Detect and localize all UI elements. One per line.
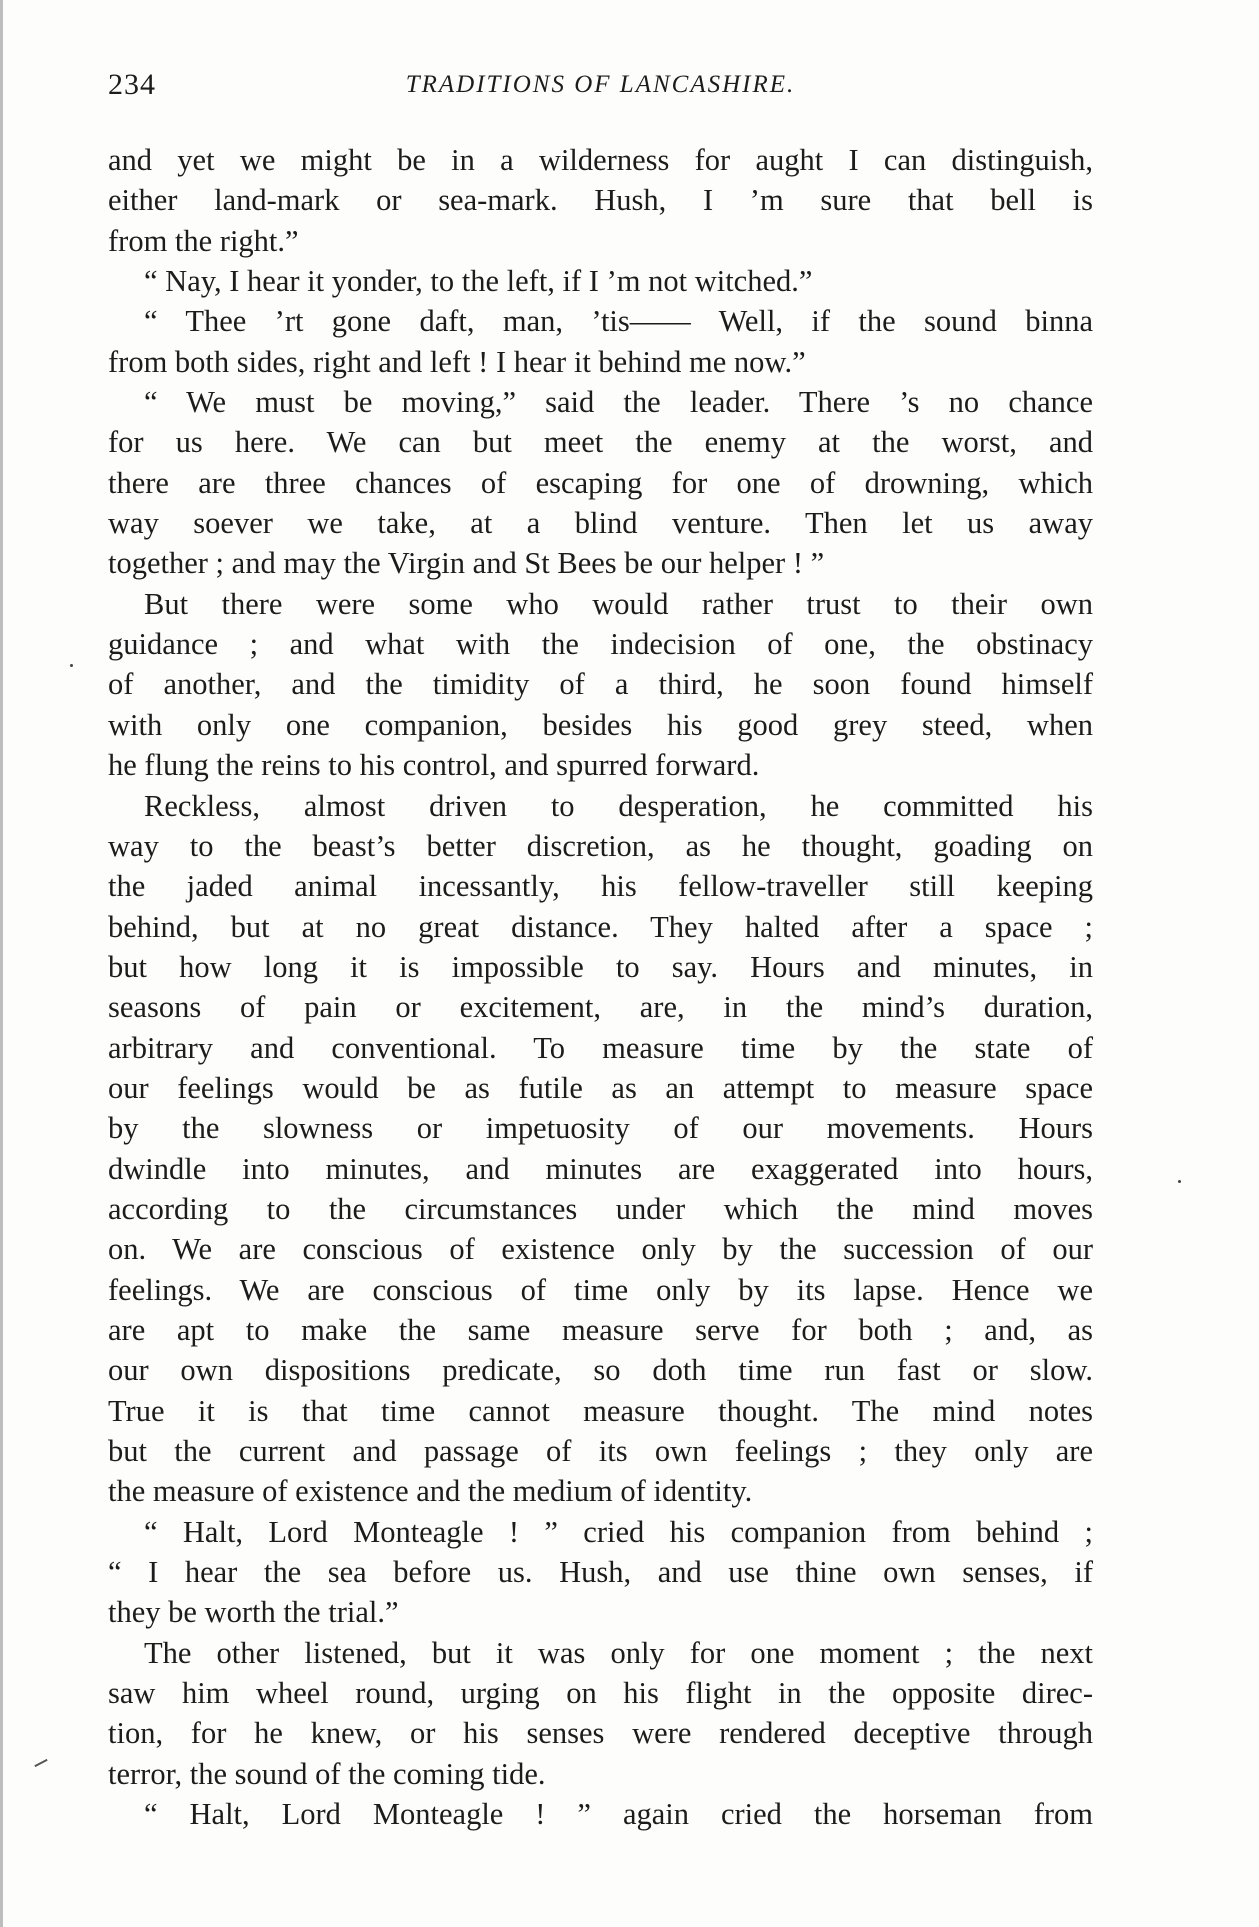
text-line: either land-mark or sea-mark. Hush, I ’m sure that bell is (108, 183, 1093, 218)
margin-speck (1178, 1180, 1181, 1183)
text-line: of another, and the timidity of a third, he soon found himself (108, 667, 1093, 702)
text-line: “ We must be moving,” said the leader. There ’s no chance (144, 385, 1093, 420)
text-line: terror, the sound of the coming tide. (108, 1756, 546, 1791)
text-line: our feelings would be as futile as an attempt to measure space (108, 1070, 1093, 1105)
text-line: “ Nay, I hear it yonder, to the left, if I ’m not witched.” (144, 264, 813, 299)
text-line: are apt to make the same measure serve for both ; and, as (108, 1312, 1093, 1347)
text-line: from both sides, right and left ! I hear it behind me now.” (108, 344, 806, 379)
text-line: “ Halt, Lord Monteagle ! ” cried his companion from behind ; (144, 1514, 1093, 1549)
margin-speck (70, 664, 73, 667)
text-line: there are three chances of escaping for one of drowning, which (108, 465, 1093, 500)
text-line: seasons of pain or excitement, are, in the mind’s duration, (108, 990, 1093, 1025)
text-line: according to the circumstances under which the mind moves (108, 1191, 1093, 1226)
binding-edge (0, 0, 3, 1927)
margin-mark (34, 1759, 47, 1767)
page-header (108, 68, 1093, 108)
page-number: 234 (108, 68, 156, 101)
text-line: from the right.” (108, 223, 299, 258)
text-line: he flung the reins to his control, and spurred forward. (108, 748, 760, 783)
text-line: saw him wheel round, urging on his flight in the opposite direc- (108, 1676, 1093, 1711)
text-line: guidance ; and what with the indecision of one, the obstinacy (108, 627, 1093, 662)
text-line: and yet we might be in a wilderness for aught I can distinguish, (108, 143, 1093, 177)
text-line: feelings. We are conscious of time only by its lapse. Hence we (108, 1272, 1093, 1307)
text-line: way soever we take, at a blind venture. Then let us away (108, 506, 1093, 541)
text-line: True it is that time cannot measure thought. The mind notes (108, 1393, 1093, 1428)
text-line: behind, but at no great distance. They halted after a space ; (108, 909, 1093, 944)
text-line: by the slowness or impetuosity of our movements. Hours (108, 1111, 1093, 1146)
running-title: TRADITIONS OF LANCASHIRE. (405, 71, 796, 98)
text-line: with only one companion, besides his good grey steed, when (108, 707, 1093, 742)
text-line: “ Halt, Lord Monteagle ! ” again cried the horseman from (144, 1797, 1093, 1832)
text-line: on. We are conscious of existence only by the succession of our (108, 1232, 1093, 1267)
body-text (108, 140, 1093, 1834)
text-line: arbitrary and conventional. To measure time by the state of (108, 1030, 1093, 1065)
text-line: But there were some who would rather trust to their own (144, 586, 1093, 621)
text-line: but the current and passage of its own feelings ; they only are (108, 1434, 1093, 1468)
text-line: our own dispositions predicate, so doth time run fast or slow. (108, 1353, 1093, 1388)
text-line: The other listened, but it was only for one moment ; the next (144, 1635, 1093, 1670)
text-line: tion, for he knew, or his senses were rendered deceptive through (108, 1716, 1093, 1751)
text-line: but how long it is impossible to say. Hours and minutes, in (108, 949, 1093, 984)
text-line: the measure of existence and the medium of identity. (108, 1474, 753, 1509)
text-line: the jaded animal incessantly, his fellow-traveller still keeping (108, 869, 1093, 904)
text-line: Reckless, almost driven to desperation, he committed his (144, 788, 1093, 823)
text-line: they be worth the trial.” (108, 1595, 399, 1630)
text-line: dwindle into minutes, and minutes are exaggerated into hours, (108, 1151, 1093, 1186)
text-line: together ; and may the Virgin and St Bees be our helper ! ” (108, 546, 825, 581)
text-line: for us here. We can but meet the enemy at the worst, and (108, 425, 1093, 460)
text-line: “ I hear the sea before us. Hush, and use thine own senses, if (108, 1555, 1093, 1590)
text-line: “ Thee ’rt gone daft, man, ’tis—— Well, if the sound binna (144, 304, 1093, 339)
text-line: way to the beast’s better discretion, as he thought, goading on (108, 828, 1093, 863)
